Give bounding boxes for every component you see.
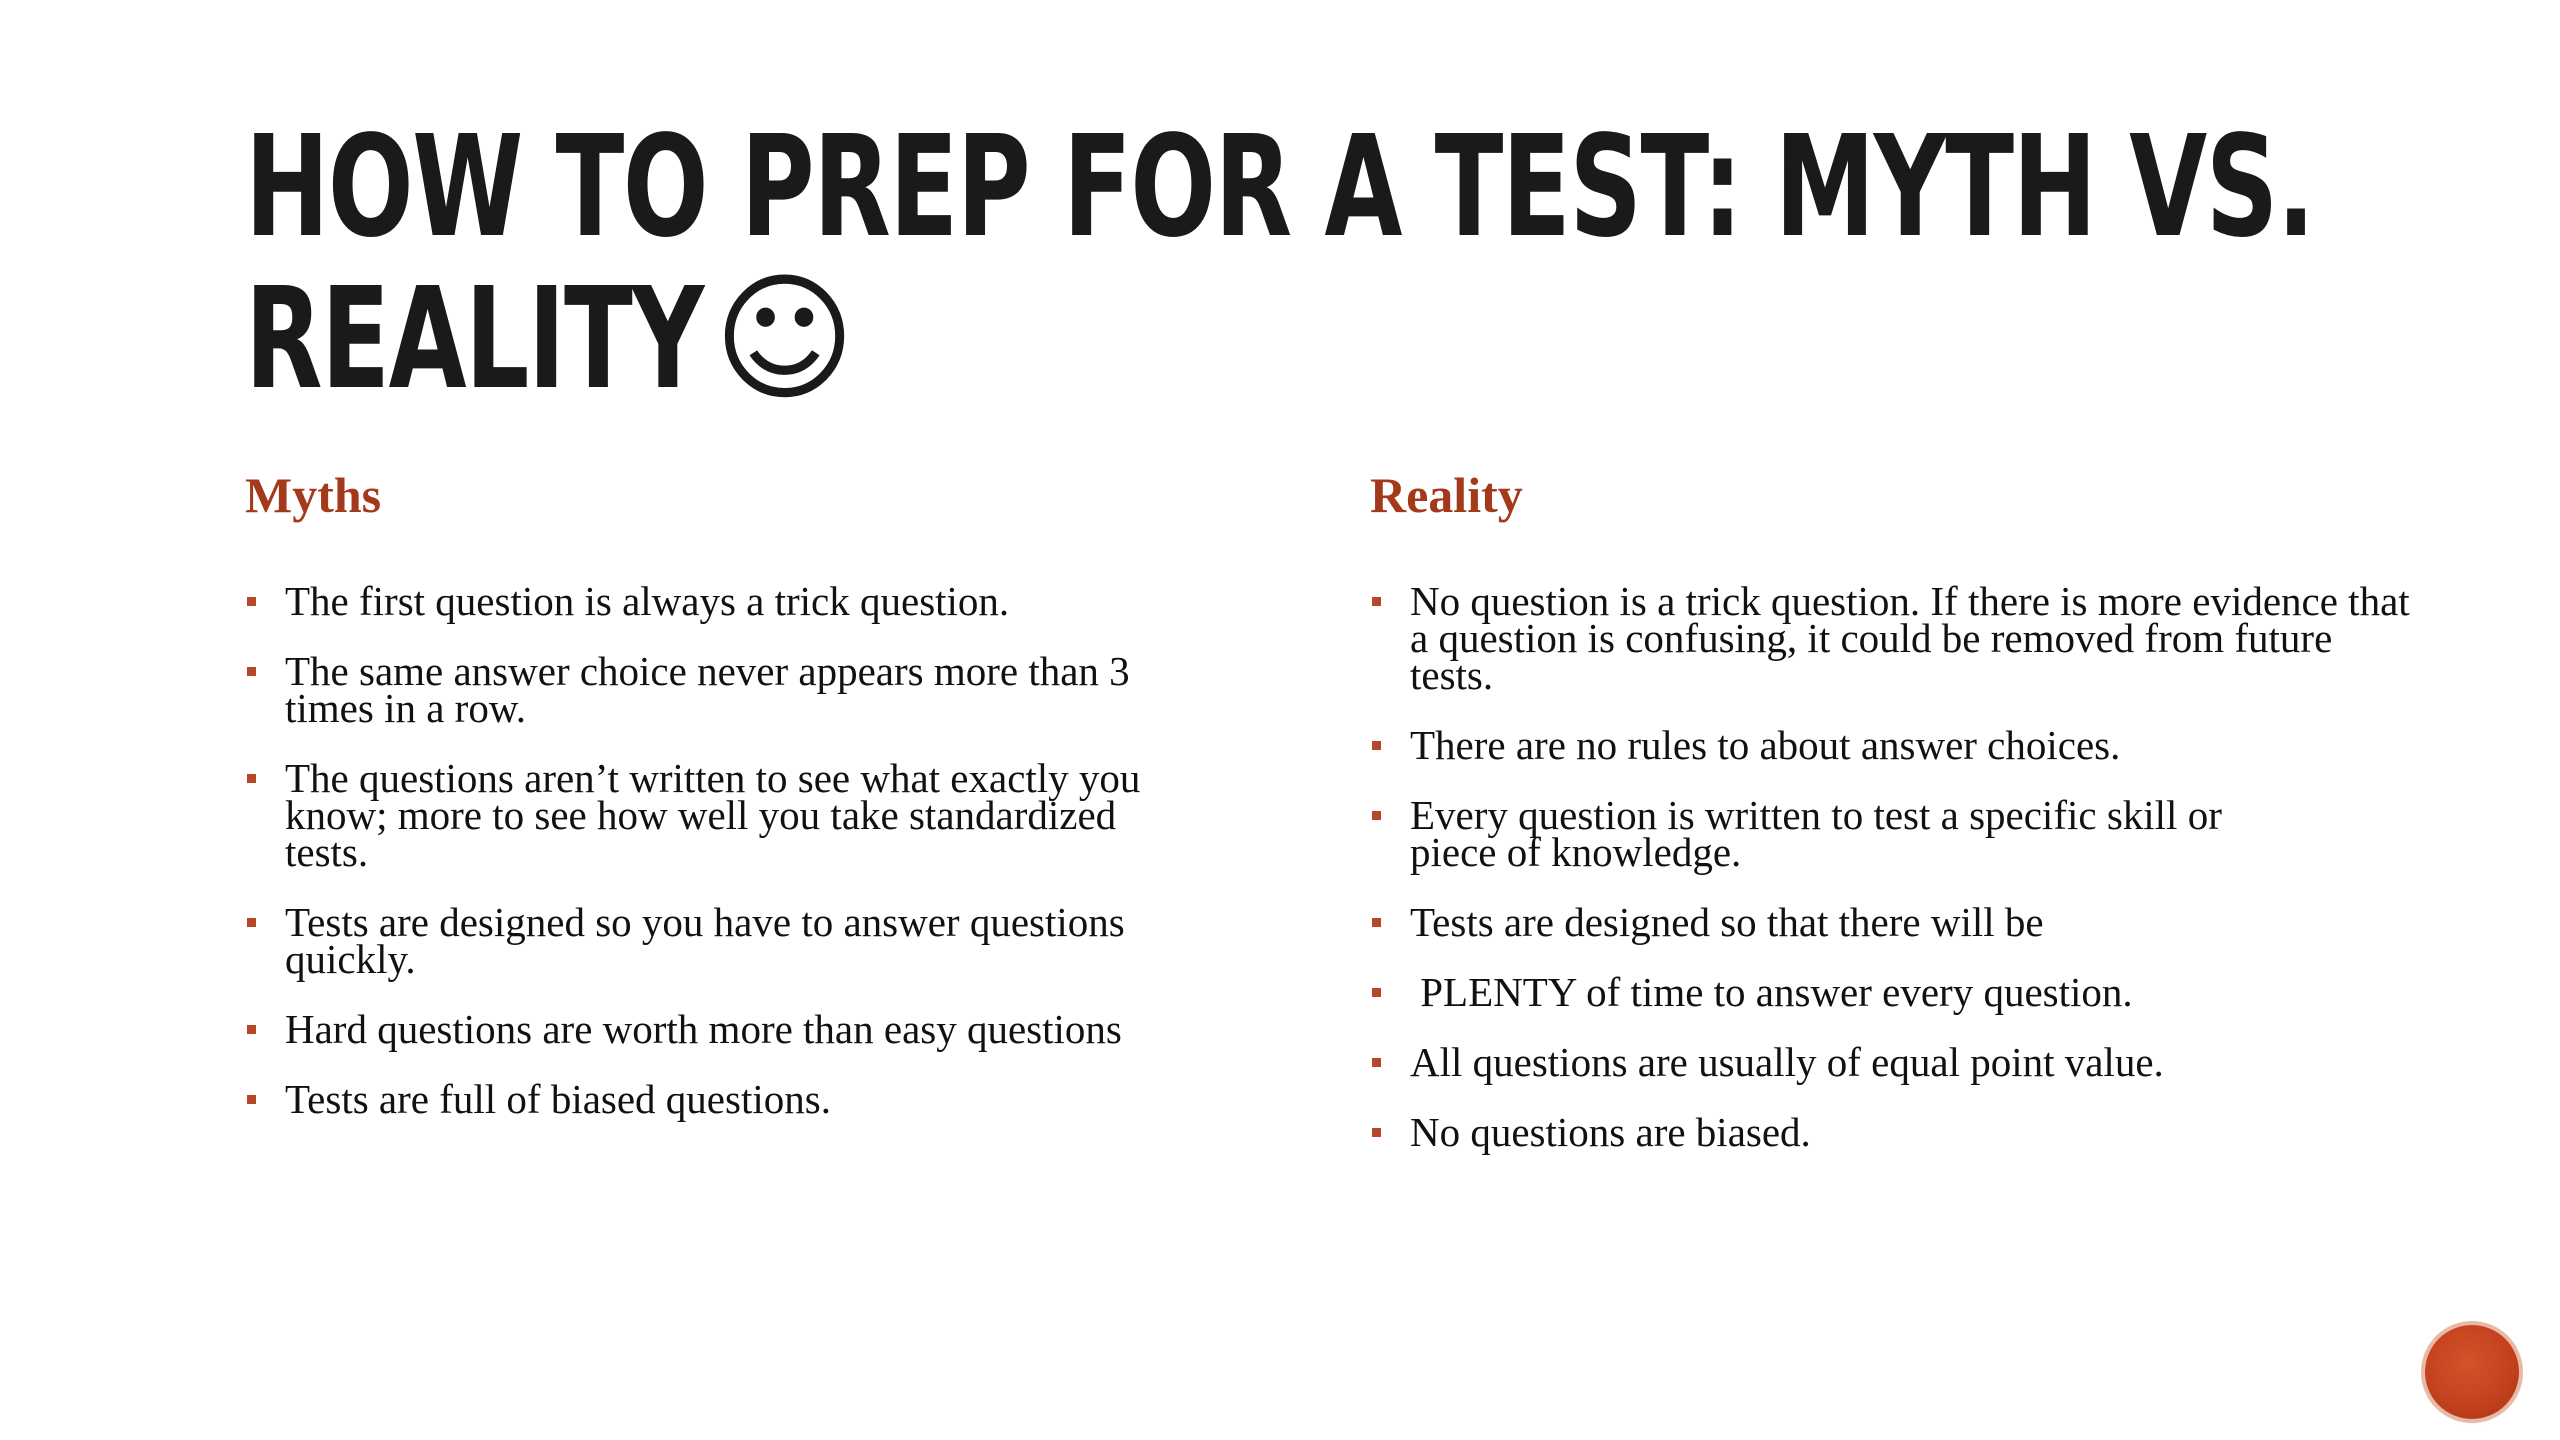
bullet-square-icon (247, 1095, 256, 1104)
myth-item-text: The first question is always a trick question. (285, 578, 1010, 624)
bullet-square-icon (1372, 1058, 1381, 1067)
reality-item (1370, 1109, 2450, 1155)
bullet-square-icon (247, 597, 256, 606)
myth-item (245, 899, 1295, 982)
reality-item-text: PLENTY of time to answer every question. (1410, 969, 2133, 1015)
reality-list (1370, 578, 2450, 1155)
myth-item (245, 648, 1295, 731)
reality-column (1370, 465, 2450, 1184)
reality-item (1370, 1039, 2450, 1085)
bullet-square-icon (1372, 741, 1381, 750)
reality-item (1370, 578, 2450, 698)
myths-heading: Myths (245, 467, 382, 523)
myth-item (245, 1076, 1295, 1122)
myth-item-text: The same answer choice never appears more than 3 times in a row. (285, 648, 1130, 731)
myth-item-text: Tests are designed so you have to answer questions quickly. (285, 899, 1125, 982)
bullet-square-icon (247, 774, 256, 783)
bullet-square-icon (1372, 988, 1381, 997)
myth-item-text: Tests are full of biased questions. (285, 1076, 831, 1122)
bullet-square-icon (1372, 1128, 1381, 1137)
reality-item-text: Every question is written to test a specific skill or piece of knowledge. (1410, 792, 2222, 875)
reality-item (1370, 899, 2450, 945)
slide-nav-button[interactable] (2425, 1325, 2519, 1419)
reality-item-text: There are no rules to about answer choices. (1410, 722, 2121, 768)
reality-item (1370, 792, 2450, 875)
myth-item (245, 755, 1295, 875)
bullet-square-icon (1372, 597, 1381, 606)
title-line-2 (245, 258, 1757, 421)
reality-item (1370, 722, 2450, 768)
reality-item-text: All questions are usually of equal point value. (1410, 1039, 2164, 1085)
myths-column (245, 465, 1295, 1151)
reality-item-text: No question is a trick question. If there is more evidence that a question is confusing, it could be removed from future tests. (1410, 578, 2410, 698)
reality-heading: Reality (1370, 467, 1523, 523)
myths-list (245, 578, 1295, 1122)
title-line-2-text: REALITY (245, 258, 703, 421)
reality-item-text: Tests are designed so that there will be (1410, 899, 2044, 945)
reality-item (1370, 969, 2450, 1015)
myth-item-text: The questions aren’t written to see what exactly you know; more to see how well you take standardized tests. (285, 755, 1141, 875)
bullet-square-icon (1372, 811, 1381, 820)
bullet-square-icon (1372, 918, 1381, 927)
slide-title (245, 106, 2314, 421)
title-line-1: HOW TO PREP FOR A TEST: MYTH VS. (245, 106, 2314, 269)
bullet-square-icon (247, 1025, 256, 1034)
myth-item (245, 1006, 1295, 1052)
reality-item-text: No questions are biased. (1410, 1109, 1811, 1155)
myth-item (245, 578, 1295, 624)
smiley-icon: ☺ (713, 258, 854, 421)
myth-item-text: Hard questions are worth more than easy questions (285, 1006, 1122, 1052)
bullet-square-icon (247, 667, 256, 676)
bullet-square-icon (247, 918, 256, 927)
